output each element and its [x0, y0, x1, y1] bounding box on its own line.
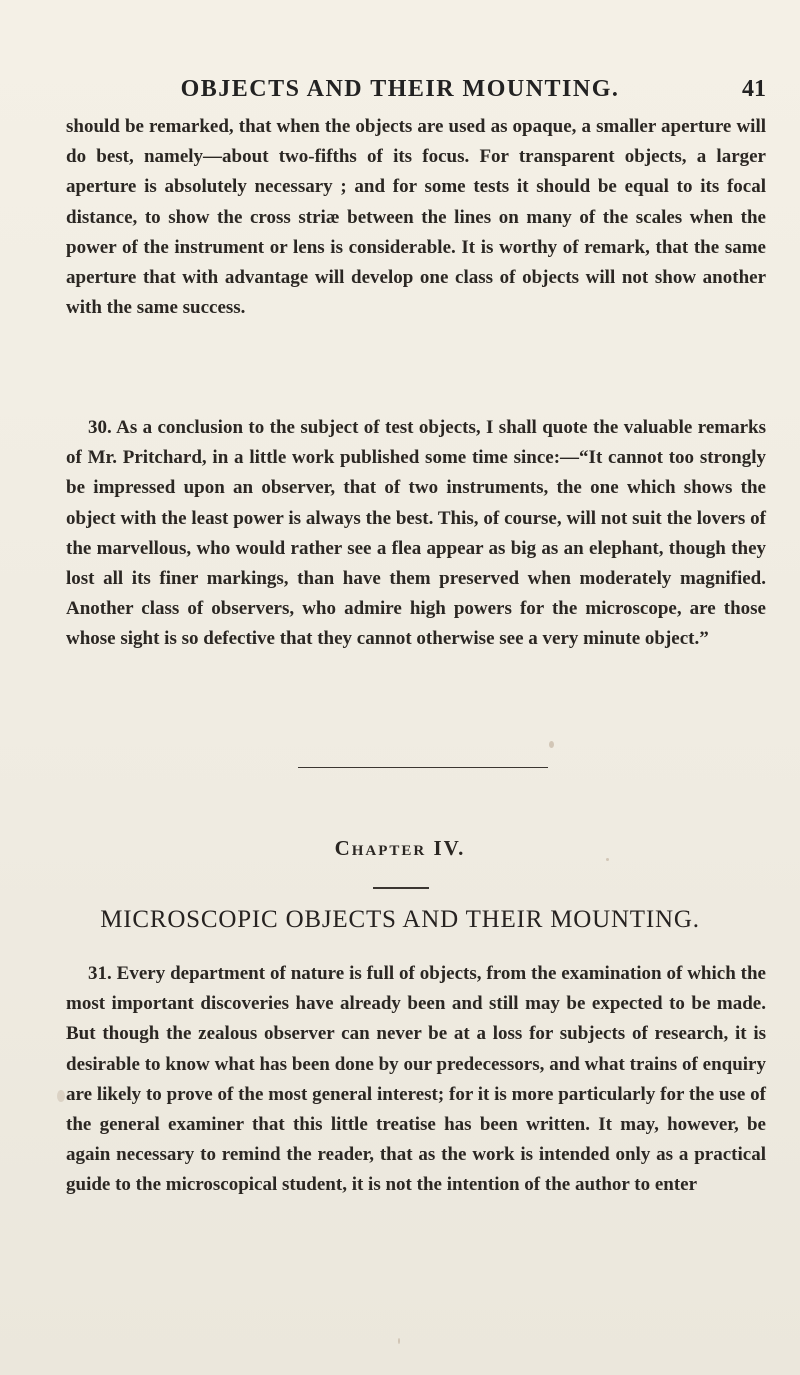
chapter-title: MICROSCOPIC OBJECTS AND THEIR MOUNTING. — [100, 906, 700, 933]
chapter-heading: Chapter IV. — [334, 836, 466, 860]
chapter-short-rule — [373, 887, 429, 889]
page-number: 41 — [742, 76, 766, 102]
paragraph-30: 30. As a conclusion to the subject of test objects, I shall quote the valuable remarks of Mr. Pritchard, in a little work published some time since:—“It cannot too strongly be impressed upon an observer, that of two instruments, the one which shows the object with the least power is always the best. This, of course, will not suit the lovers of the marvellous, who would rather see a flea appear as big as an elephant, though they lost all its finer markings, than have them preserved when moderately magnified. Another class of observers, who admire high powers for the microscope, are those whose sight is so defective that they cannot otherwise see a very minute object.” — [66, 417, 766, 650]
section-divider-rule — [298, 767, 548, 768]
paper-speck — [398, 1338, 400, 1344]
paragraph-31-block — [66, 959, 766, 1201]
paper-speck — [57, 1090, 65, 1102]
running-title: OBJECTS AND THEIR MOUNTING. — [180, 76, 620, 102]
running-head — [0, 76, 800, 108]
continuation-paragraph-block — [66, 112, 766, 323]
paper-speck — [606, 858, 609, 861]
continuation-paragraph: should be remarked, that when the objects are used as opaque, a smaller aperture will do best, namely—about two-fifths of its focus. For transparent objects, a larger aperture is absolutely necessary ; and for some tests it should be equal to its focal distance, to show the cross striæ between the lines on many of the scales when the power of the instrument or lens is considerable. It is worthy of remark, that the same aperture that with advantage will develop one class of objects will not show another with the same success. — [66, 116, 766, 319]
paragraph-31: 31. Every department of nature is full of objects, from the examination of which the most important discoveries have already been and still may be expected to be made. But though the zealous observer can never be at a loss for subjects of research, it is desirable to know what has been done by our predecessors, and what trains of enquiry are likely to prove of the most general interest; for it is more particularly for the use of the general examiner that this little treatise has been written. It may, however, be again necessary to remind the reader, that as the work is intended only as a practical guide to the microscopical student, it is not the intention of the author to enter — [66, 963, 766, 1196]
paragraph-30-block — [66, 413, 766, 655]
paper-speck — [549, 741, 554, 748]
